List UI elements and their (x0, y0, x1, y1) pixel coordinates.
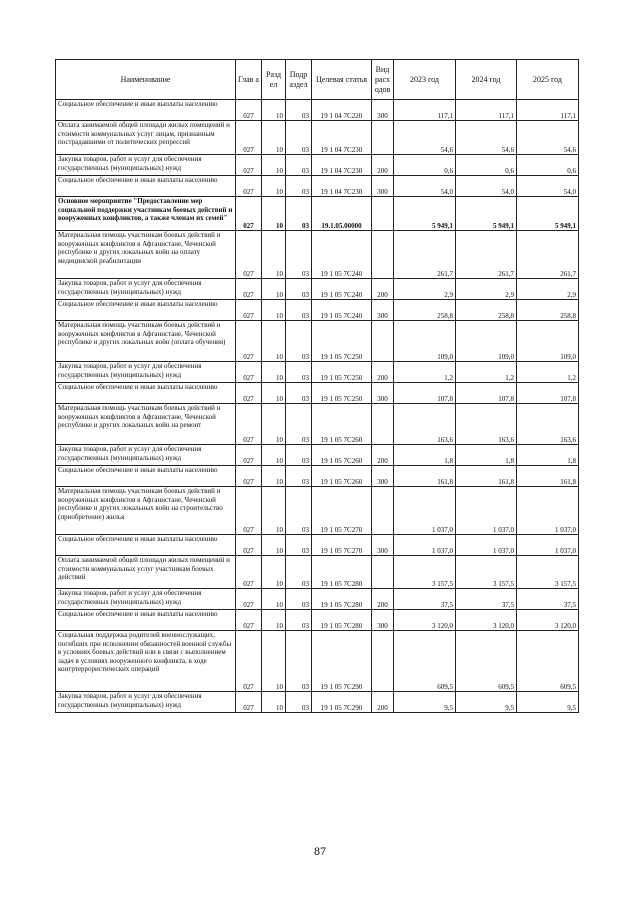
table-row (56, 631, 579, 692)
row-2025-cell: 1,8 (517, 445, 579, 466)
row-2023-cell: 107,8 (394, 383, 456, 404)
row-name-cell: Материальная помощь участникам боевых действий и вооруженных конфликтов в Афганистане, Чеченской республике и других локальных войн на оплату медицинской реабилитации (56, 231, 236, 279)
col-header-name: Наименование (56, 60, 236, 100)
row-2025-cell: 1 037,0 (517, 535, 579, 556)
row-podrazdel-cell: 03 (286, 589, 312, 610)
row-2024-cell: 1,2 (456, 362, 517, 383)
row-name-cell: Закупка товаров, работ и услуг для обеспечения государственных (муниципальных) нужд (56, 362, 236, 383)
row-2025-cell: 1,2 (517, 362, 579, 383)
row-statya-cell: 19 1 05 7С260 (312, 466, 372, 487)
row-vid-cell (372, 231, 394, 279)
row-statya-cell: 19 1 04 7С230 (312, 176, 372, 197)
row-statya-cell: 19 1 05 7С260 (312, 404, 372, 445)
row-razdel-cell: 10 (262, 466, 286, 487)
page-number: 87 (314, 844, 326, 858)
row-glava-cell: 027 (236, 100, 262, 121)
row-vid-cell: 200 (372, 279, 394, 300)
row-razdel-cell: 10 (262, 231, 286, 279)
table-row (56, 445, 579, 466)
row-name-cell: Оплата занимаемой общей площади жилых помещений и стоимости коммунальных услуг участникам боевых действий (56, 556, 236, 589)
row-podrazdel-cell: 03 (286, 631, 312, 692)
row-vid-cell: 200 (372, 445, 394, 466)
row-2024-cell: 609,5 (456, 631, 517, 692)
row-2024-cell: 163,6 (456, 404, 517, 445)
row-glava-cell: 027 (236, 362, 262, 383)
row-statya-cell: 19 1 04 7С220 (312, 100, 372, 121)
row-podrazdel-cell: 03 (286, 231, 312, 279)
row-razdel-cell: 10 (262, 556, 286, 589)
row-podrazdel-cell: 03 (286, 362, 312, 383)
row-2023-cell: 3 120,0 (394, 610, 456, 631)
row-2024-cell: 261,7 (456, 231, 517, 279)
row-glava-cell: 027 (236, 631, 262, 692)
table-row (56, 362, 579, 383)
row-2025-cell: 258,8 (517, 300, 579, 321)
row-name-cell: Социальное обеспечение и иные выплаты населению (56, 300, 236, 321)
table-row (56, 535, 579, 556)
row-razdel-cell: 10 (262, 155, 286, 176)
table-row (56, 610, 579, 631)
table-header-row (56, 60, 579, 100)
col-header-2025: 2025 год (517, 60, 579, 100)
row-name-cell: Социальное обеспечение и иные выплаты населению (56, 610, 236, 631)
row-vid-cell: 200 (372, 692, 394, 713)
row-name-cell: Закупка товаров, работ и услуг для обеспечения государственных (муниципальных) нужд (56, 692, 236, 713)
row-vid-cell (372, 631, 394, 692)
row-vid-cell (372, 321, 394, 362)
row-vid-cell (372, 197, 394, 231)
row-razdel-cell: 10 (262, 197, 286, 231)
row-statya-cell: 19 1 04 7С230 (312, 121, 372, 155)
row-glava-cell: 027 (236, 300, 262, 321)
row-2024-cell: 54,0 (456, 176, 517, 197)
row-glava-cell: 027 (236, 176, 262, 197)
row-2023-cell: 37,5 (394, 589, 456, 610)
row-glava-cell: 027 (236, 279, 262, 300)
row-glava-cell: 027 (236, 383, 262, 404)
table-row (56, 155, 579, 176)
row-2023-cell: 54,0 (394, 176, 456, 197)
row-2025-cell: 117,1 (517, 100, 579, 121)
row-2024-cell: 1 037,0 (456, 487, 517, 535)
row-statya-cell: 19 1 05 7С240 (312, 300, 372, 321)
row-statya-cell: 19 1 05 7С290 (312, 692, 372, 713)
row-podrazdel-cell: 03 (286, 176, 312, 197)
table-row (56, 231, 579, 279)
row-2024-cell: 1,8 (456, 445, 517, 466)
row-name-cell: Закупка товаров, работ и услуг для обеспечения государственных (муниципальных) нужд (56, 155, 236, 176)
row-2023-cell: 161,8 (394, 466, 456, 487)
row-razdel-cell: 10 (262, 362, 286, 383)
row-vid-cell: 300 (372, 383, 394, 404)
row-podrazdel-cell: 03 (286, 321, 312, 362)
row-vid-cell (372, 487, 394, 535)
table-body (56, 100, 579, 713)
row-razdel-cell: 10 (262, 321, 286, 362)
row-name-cell: Социальное обеспечение и иные выплаты населению (56, 176, 236, 197)
row-podrazdel-cell: 03 (286, 197, 312, 231)
row-podrazdel-cell: 03 (286, 692, 312, 713)
table-row (56, 300, 579, 321)
row-2024-cell: 54,6 (456, 121, 517, 155)
row-2023-cell: 109,0 (394, 321, 456, 362)
row-glava-cell: 027 (236, 155, 262, 176)
row-2024-cell: 107,8 (456, 383, 517, 404)
row-razdel-cell: 10 (262, 610, 286, 631)
budget-table (55, 59, 579, 713)
row-2025-cell: 161,8 (517, 466, 579, 487)
row-2023-cell: 258,8 (394, 300, 456, 321)
row-vid-cell (372, 404, 394, 445)
row-2025-cell: 0,6 (517, 155, 579, 176)
row-name-cell: Оплата занимаемой общей площади жилых помещений и стоимости коммунальных услуг лицам, признанным пострадавшими от политических репрессий (56, 121, 236, 155)
row-name-cell: Материальная помощь участникам боевых действий и вооруженных конфликтов в Афганистане, Чеченской республике и других локальных войн на строительство (приобретение) жилья (56, 487, 236, 535)
col-header-2023: 2023 год (394, 60, 456, 100)
row-name-cell: Закупка товаров, работ и услуг для обеспечения государственных (муниципальных) нужд (56, 445, 236, 466)
row-glava-cell: 027 (236, 692, 262, 713)
row-statya-cell: 19 1 05 7С250 (312, 362, 372, 383)
row-razdel-cell: 10 (262, 176, 286, 197)
row-2025-cell: 261,7 (517, 231, 579, 279)
row-glava-cell: 027 (236, 487, 262, 535)
row-2023-cell: 117,1 (394, 100, 456, 121)
table-row (56, 556, 579, 589)
row-2023-cell: 54,6 (394, 121, 456, 155)
row-vid-cell: 300 (372, 100, 394, 121)
row-2025-cell: 37,5 (517, 589, 579, 610)
row-razdel-cell: 10 (262, 631, 286, 692)
row-podrazdel-cell: 03 (286, 487, 312, 535)
row-2024-cell: 5 949,1 (456, 197, 517, 231)
row-2023-cell: 1,2 (394, 362, 456, 383)
table-row (56, 487, 579, 535)
row-name-cell: Социальная поддержка родителей военнослужащих, погибших при исполнении обязанностей военной службы в условиях боевых действий или в связи с выполнением задач в условиях вооруженного конфликта, в ходе контртеррористических операций (56, 631, 236, 692)
row-2025-cell: 5 949,1 (517, 197, 579, 231)
row-2024-cell: 9,5 (456, 692, 517, 713)
row-razdel-cell: 10 (262, 487, 286, 535)
row-razdel-cell: 10 (262, 445, 286, 466)
row-name-cell: Материальная помощь участникам боевых действий и вооруженных конфликтов в Афганистане, Чеченской республике и других локальных войн (оплата обучения) (56, 321, 236, 362)
row-statya-cell: 19 1 05 7С270 (312, 535, 372, 556)
row-2025-cell: 9,5 (517, 692, 579, 713)
row-2025-cell: 163,6 (517, 404, 579, 445)
row-vid-cell: 300 (372, 610, 394, 631)
table-row (56, 100, 579, 121)
row-2023-cell: 1 037,0 (394, 487, 456, 535)
row-statya-cell: 19 1 05 7С260 (312, 445, 372, 466)
col-header-vid: Вид расх одов (372, 60, 394, 100)
row-glava-cell: 027 (236, 589, 262, 610)
row-podrazdel-cell: 03 (286, 404, 312, 445)
row-2023-cell: 163,6 (394, 404, 456, 445)
row-name-cell: Социальное обеспечение и иные выплаты населению (56, 100, 236, 121)
row-vid-cell: 300 (372, 176, 394, 197)
table-row (56, 321, 579, 362)
row-2023-cell: 0,6 (394, 155, 456, 176)
row-podrazdel-cell: 03 (286, 466, 312, 487)
row-statya-cell: 19 1 05 7С290 (312, 631, 372, 692)
row-2025-cell: 2,9 (517, 279, 579, 300)
row-2024-cell: 0,6 (456, 155, 517, 176)
row-statya-cell: 19 1 04 7С230 (312, 155, 372, 176)
row-glava-cell: 027 (236, 321, 262, 362)
row-2025-cell: 54,6 (517, 121, 579, 155)
col-header-statya: Целевая статья (312, 60, 372, 100)
row-vid-cell: 200 (372, 362, 394, 383)
table-row (56, 197, 579, 231)
row-razdel-cell: 10 (262, 121, 286, 155)
row-2023-cell: 1 037,0 (394, 535, 456, 556)
table-row (56, 121, 579, 155)
row-vid-cell (372, 121, 394, 155)
row-2024-cell: 3 157,5 (456, 556, 517, 589)
row-statya-cell: 19 1 05 7С280 (312, 589, 372, 610)
row-2024-cell: 3 120,0 (456, 610, 517, 631)
row-podrazdel-cell: 03 (286, 155, 312, 176)
row-vid-cell (372, 556, 394, 589)
table-row (56, 466, 579, 487)
row-2024-cell: 1 037,0 (456, 535, 517, 556)
row-2025-cell: 609,5 (517, 631, 579, 692)
row-name-cell: Закупка товаров, работ и услуг для обеспечения государственных (муниципальных) нужд (56, 589, 236, 610)
row-podrazdel-cell: 03 (286, 100, 312, 121)
row-2024-cell: 37,5 (456, 589, 517, 610)
row-glava-cell: 027 (236, 404, 262, 445)
row-podrazdel-cell: 03 (286, 279, 312, 300)
row-glava-cell: 027 (236, 197, 262, 231)
row-statya-cell: 19 1 05 7С270 (312, 487, 372, 535)
row-podrazdel-cell: 03 (286, 445, 312, 466)
row-vid-cell: 200 (372, 589, 394, 610)
row-2023-cell: 1,8 (394, 445, 456, 466)
row-2025-cell: 1 037,0 (517, 487, 579, 535)
row-statya-cell: 19 1 05 7С250 (312, 383, 372, 404)
row-glava-cell: 027 (236, 121, 262, 155)
row-statya-cell: 19 1 05 7С250 (312, 321, 372, 362)
row-name-cell: Социальное обеспечение и иные выплаты населению (56, 383, 236, 404)
row-2025-cell: 3 120,0 (517, 610, 579, 631)
table-row (56, 404, 579, 445)
row-razdel-cell: 10 (262, 535, 286, 556)
row-2025-cell: 109,0 (517, 321, 579, 362)
row-statya-cell: 19 1 05 7С240 (312, 231, 372, 279)
row-statya-cell: 19.1.05.00000 (312, 197, 372, 231)
row-glava-cell: 027 (236, 610, 262, 631)
row-glava-cell: 027 (236, 466, 262, 487)
row-podrazdel-cell: 03 (286, 556, 312, 589)
row-statya-cell: 19 1 05 7С280 (312, 610, 372, 631)
row-vid-cell: 300 (372, 300, 394, 321)
row-razdel-cell: 10 (262, 279, 286, 300)
col-header-glava: Глав а (236, 60, 262, 100)
row-glava-cell: 027 (236, 445, 262, 466)
row-2023-cell: 3 157,5 (394, 556, 456, 589)
row-podrazdel-cell: 03 (286, 535, 312, 556)
row-2024-cell: 117,1 (456, 100, 517, 121)
row-2023-cell: 5 949,1 (394, 197, 456, 231)
row-razdel-cell: 10 (262, 383, 286, 404)
row-2025-cell: 54,0 (517, 176, 579, 197)
row-razdel-cell: 10 (262, 100, 286, 121)
row-name-cell: Закупка товаров, работ и услуг для обеспечения государственных (муниципальных) нужд (56, 279, 236, 300)
row-2023-cell: 9,5 (394, 692, 456, 713)
table-row (56, 279, 579, 300)
row-2023-cell: 261,7 (394, 231, 456, 279)
row-2024-cell: 109,0 (456, 321, 517, 362)
row-2023-cell: 609,5 (394, 631, 456, 692)
row-podrazdel-cell: 03 (286, 610, 312, 631)
row-razdel-cell: 10 (262, 589, 286, 610)
row-razdel-cell: 10 (262, 692, 286, 713)
row-glava-cell: 027 (236, 556, 262, 589)
col-header-razdel: Разд ел (262, 60, 286, 100)
row-podrazdel-cell: 03 (286, 300, 312, 321)
table-row (56, 589, 579, 610)
row-name-cell: Социальное обеспечение и иные выплаты населению (56, 466, 236, 487)
row-statya-cell: 19 1 05 7С280 (312, 556, 372, 589)
row-2024-cell: 2,9 (456, 279, 517, 300)
row-vid-cell: 200 (372, 155, 394, 176)
row-name-cell: Материальная помощь участникам боевых действий и вооруженных конфликтов в Афганистане, Чеченской республике и других локальных войн на ремонт (56, 404, 236, 445)
row-2024-cell: 258,8 (456, 300, 517, 321)
row-podrazdel-cell: 03 (286, 383, 312, 404)
row-podrazdel-cell: 03 (286, 121, 312, 155)
row-name-cell: Социальное обеспечение и иные выплаты населению (56, 535, 236, 556)
row-glava-cell: 027 (236, 535, 262, 556)
table-row (56, 692, 579, 713)
row-2025-cell: 3 157,5 (517, 556, 579, 589)
table-row (56, 383, 579, 404)
row-statya-cell: 19 1 05 7С240 (312, 279, 372, 300)
table-row (56, 176, 579, 197)
row-razdel-cell: 10 (262, 300, 286, 321)
row-2024-cell: 161,8 (456, 466, 517, 487)
col-header-podrazdel: Подр аздел (286, 60, 312, 100)
row-razdel-cell: 10 (262, 404, 286, 445)
row-2025-cell: 107,8 (517, 383, 579, 404)
row-glava-cell: 027 (236, 231, 262, 279)
row-2023-cell: 2,9 (394, 279, 456, 300)
row-vid-cell: 300 (372, 466, 394, 487)
row-name-cell: Основное мероприятие "Предоставление мер социальной поддержки участникам боевых действий и вооруженных конфликтов, а также членам их семей" (56, 197, 236, 231)
row-vid-cell: 300 (372, 535, 394, 556)
col-header-2024: 2024 год (456, 60, 517, 100)
